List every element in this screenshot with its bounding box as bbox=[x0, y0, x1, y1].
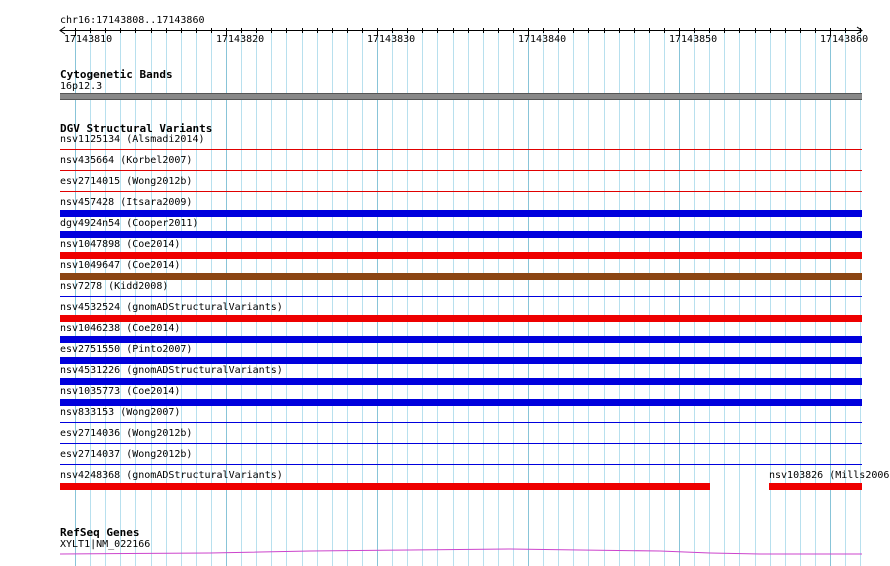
dgv-variant-label[interactable]: nsv1047898 (Coe2014) bbox=[60, 239, 181, 250]
dgv-variant-bar[interactable] bbox=[60, 210, 862, 217]
ruler-tick-label: 17143810 bbox=[64, 34, 113, 45]
dgv-variant-line[interactable] bbox=[60, 149, 862, 150]
dgv-variant-label[interactable]: nsv4531226 (gnomADStructuralVariants) bbox=[60, 365, 283, 376]
refseq-gene-label[interactable]: XYLT1|NM_022166 bbox=[60, 539, 151, 550]
ruler-tick-label: 17143850 bbox=[669, 34, 718, 45]
dgv-variant-label[interactable]: esv2751550 (Pinto2007) bbox=[60, 344, 193, 355]
dgv-last-left-label[interactable]: nsv4248368 (gnomADStructuralVariants) bbox=[60, 470, 283, 481]
ruler-location: chr16:17143808..17143860 bbox=[60, 15, 205, 26]
dgv-variant-bar[interactable] bbox=[60, 273, 862, 280]
dgv-variant-line[interactable] bbox=[60, 464, 862, 465]
dgv-variant-bar[interactable] bbox=[60, 252, 862, 259]
dgv-last-left-bar[interactable] bbox=[60, 483, 710, 490]
ruler-tick-label: 17143830 bbox=[367, 34, 416, 45]
dgv-variant-bar[interactable] bbox=[60, 315, 862, 322]
dgv-variant-label[interactable]: esv2714037 (Wong2012b) bbox=[60, 449, 193, 460]
ruler-tick-label: 17143840 bbox=[518, 34, 567, 45]
refseq-track-title[interactable]: RefSeq Genes bbox=[60, 526, 140, 539]
refseq-gene-graph[interactable] bbox=[60, 546, 862, 558]
dgv-variant-label[interactable]: nsv833153 (Wong2007) bbox=[60, 407, 181, 418]
dgv-variant-bar[interactable] bbox=[60, 357, 862, 364]
cytoband-label: 16p12.3 bbox=[60, 81, 103, 92]
ruler-tick-label: 17143860 bbox=[820, 34, 869, 45]
cytoband-bar[interactable] bbox=[60, 93, 862, 100]
dgv-variant-bar[interactable] bbox=[60, 378, 862, 385]
dgv-variant-label[interactable]: nsv1046238 (Coe2014) bbox=[60, 323, 181, 334]
dgv-variant-label[interactable]: nsv4532524 (gnomADStructuralVariants) bbox=[60, 302, 283, 313]
dgv-variant-line[interactable] bbox=[60, 170, 862, 171]
refseq-gene-line bbox=[60, 549, 862, 554]
dgv-variant-label[interactable]: nsv435664 (Korbel2007) bbox=[60, 155, 193, 166]
dgv-variant-line[interactable] bbox=[60, 296, 862, 297]
dgv-variant-bar[interactable] bbox=[60, 231, 862, 238]
dgv-track-title[interactable]: DGV Structural Variants bbox=[60, 122, 213, 135]
dgv-last-right-label[interactable]: nsv103826 (Mills2006 bbox=[769, 470, 890, 481]
cytoband-track-title[interactable]: Cytogenetic Bands bbox=[60, 68, 173, 81]
dgv-variant-bar[interactable] bbox=[60, 336, 862, 343]
dgv-variant-label[interactable]: nsv1049647 (Coe2014) bbox=[60, 260, 181, 271]
dgv-variant-label[interactable]: nsv1125134 (Alsmadi2014) bbox=[60, 134, 205, 145]
dgv-variant-label[interactable]: nsv7278 (Kidd2008) bbox=[60, 281, 169, 292]
dgv-variant-line[interactable] bbox=[60, 443, 862, 444]
dgv-last-right-bar[interactable] bbox=[769, 483, 862, 490]
dgv-variant-label[interactable]: esv2714015 (Wong2012b) bbox=[60, 176, 193, 187]
dgv-variant-label[interactable]: dgv4924n54 (Cooper2011) bbox=[60, 218, 199, 229]
dgv-variant-bar[interactable] bbox=[60, 399, 862, 406]
dgv-variant-label[interactable]: nsv457428 (Itsara2009) bbox=[60, 197, 193, 208]
dgv-variant-line[interactable] bbox=[60, 422, 862, 423]
dgv-variant-label[interactable]: esv2714036 (Wong2012b) bbox=[60, 428, 193, 439]
dgv-variant-line[interactable] bbox=[60, 191, 862, 192]
dgv-variant-label[interactable]: nsv1035773 (Coe2014) bbox=[60, 386, 181, 397]
ruler-tick-label: 17143820 bbox=[216, 34, 265, 45]
